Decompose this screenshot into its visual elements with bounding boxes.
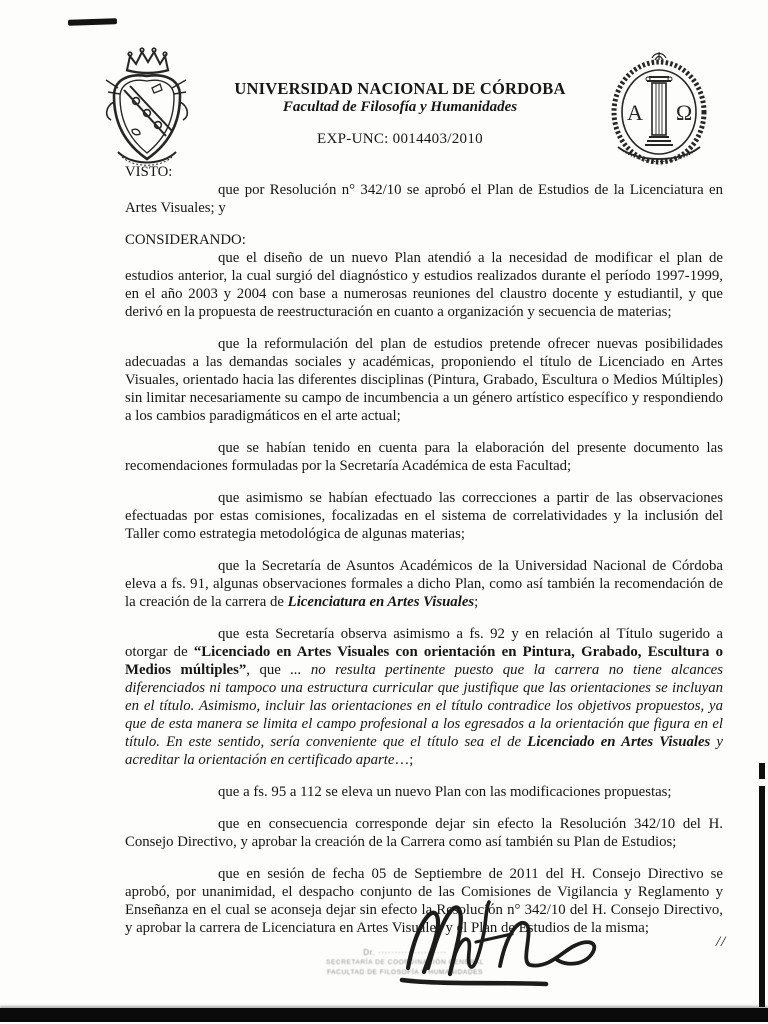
faculty-seal-icon bbox=[602, 50, 716, 170]
scan-edge-line bbox=[759, 786, 765, 1007]
considerando-paragraph-3: que se habían tenido en cuenta para la elaboración del presente documento las recomendaciones formuladas por la Secretaría Académica de esta Facultad; bbox=[125, 440, 723, 474]
visto-label: VISTO: bbox=[125, 164, 173, 180]
considerando-label: CONSIDERANDO: bbox=[125, 232, 246, 248]
considerando-paragraph-5: que la Secretaría de Asuntos Académicos de la Universidad Nacional de Córdoba eleva a fs. 91, algunas observaciones formales a dicho Plan, como así también la recomendación de la creación de la carrera de Licenciatura en Artes Visuales; bbox=[125, 558, 723, 610]
scan-mark bbox=[68, 18, 117, 26]
visto-paragraph: que por Resolución n° 342/10 se aprobó el Plan de Estudios de la Licenciatura en Artes Visuales; y bbox=[125, 182, 723, 216]
scan-edge-line bbox=[759, 763, 765, 779]
university-name: UNIVERSIDAD NACIONAL DE CÓRDOBA bbox=[234, 79, 566, 98]
signature-scrawl bbox=[396, 894, 614, 988]
considerando-paragraph-8: que en consecuencia corresponde dejar sin efecto la Resolución 342/10 del H. Consejo Directivo, y aprobar la creación de la Carrera como así también su Plan de Estudios; bbox=[125, 816, 723, 850]
stamp-name-line: Dr. ····················· bbox=[363, 948, 447, 957]
seal-omega-letter: Ω bbox=[675, 100, 693, 125]
unc-coat-of-arms-icon bbox=[94, 46, 196, 176]
stamp-title-line: SECRETARÍA DE COORDINACIÓN GENERAL bbox=[326, 959, 484, 966]
considerando-paragraph-9: que en sesión de fecha 05 de Septiembre de 2011 del H. Consejo Directivo se aprobó, por unanimidad, el despacho conjunto de las Comisiones de Vigilancia y Reglamento y Enseñanza en el cual se aconseja dejar sin efecto la Resolución n° 342/10 del H. Consejo Directivo, y aprobar la carrera de Licenciatura en Artes Visuales y el Plan de Estudios de la misma; bbox=[125, 866, 723, 936]
resolution-body bbox=[125, 163, 723, 951]
document-header bbox=[184, 80, 616, 148]
considerando-paragraph-2: que la reformulación del plan de estudios pretende ofrecer nuevas posibilidades adecuadas a las demandas sociales y académicas, proponiendo el título de Licenciado en Artes Visuales, orientado hacia las diferentes disciplinas (Pintura, Grabado, Escultura o Medios Múltiples) sin limitar necesariamente su campo de incumbencia a un género artístico específico y respondiendo a los cambios paradigmáticos en el arte actual; bbox=[125, 336, 723, 424]
seal-alpha-letter: Α bbox=[627, 100, 643, 125]
considerando-paragraph-6: que esta Secretaría observa asimismo a fs. 92 y en relación al Título sugerido a otorgar de “Licenciado en Artes Visuales con orientación en Pintura, Grabado, Escultura o Medios múltiples”, que ... no resulta pertinente puesto que la carrera no tiene alcances diferenciados ni tampoco una estructura curricular que justifique que las orientaciones se incluyan en el título. Asimismo, incluir las orientaciones en el título contradice los objetivos propuestos, ya que de esta manera se limita el campo profesional a los egresados a la orientación que figura en el título. En este sentido, sería conveniente que el título sea el de Licenciado en Artes Visuales y acreditar la orientación en certificado aparte…; bbox=[125, 626, 724, 768]
continuation-mark: // bbox=[716, 934, 727, 950]
exp-number: EXP-UNC: 0014403/2010 bbox=[317, 131, 483, 147]
considerando-paragraph-1: que el diseño de un nuevo Plan atendió a la necesidad de modificar el plan de estudios anterior, la cual surgió del diagnóstico y estudios realizados durante el período 1997-1999, en el año 2003 y 2004 con base a numerosas reuniones del claustro docente y estudiantil, y que derivó en la propuesta de reestructuración en cuanto a organización y secuencia de materias; bbox=[125, 250, 723, 320]
stamp-faculty-line: FACULTAD DE FILOSOFÍA Y HUMANIDADES bbox=[327, 969, 483, 976]
considerando-paragraph-7: que a fs. 95 a 112 se eleva un nuevo Plan con las modificaciones propuestas; bbox=[218, 784, 672, 800]
faculty-name: Facultad de Filosofía y Humanidades bbox=[282, 99, 518, 115]
considerando-paragraph-4: que asimismo se habían efectuado las correcciones a partir de las observaciones efectuadas por estas comisiones, focalizadas en el sistema de correlatividades y la inclusión del Taller como estrategia metodológica de algunas materias; bbox=[125, 490, 723, 542]
scan-bottom-bar bbox=[0, 1008, 768, 1022]
